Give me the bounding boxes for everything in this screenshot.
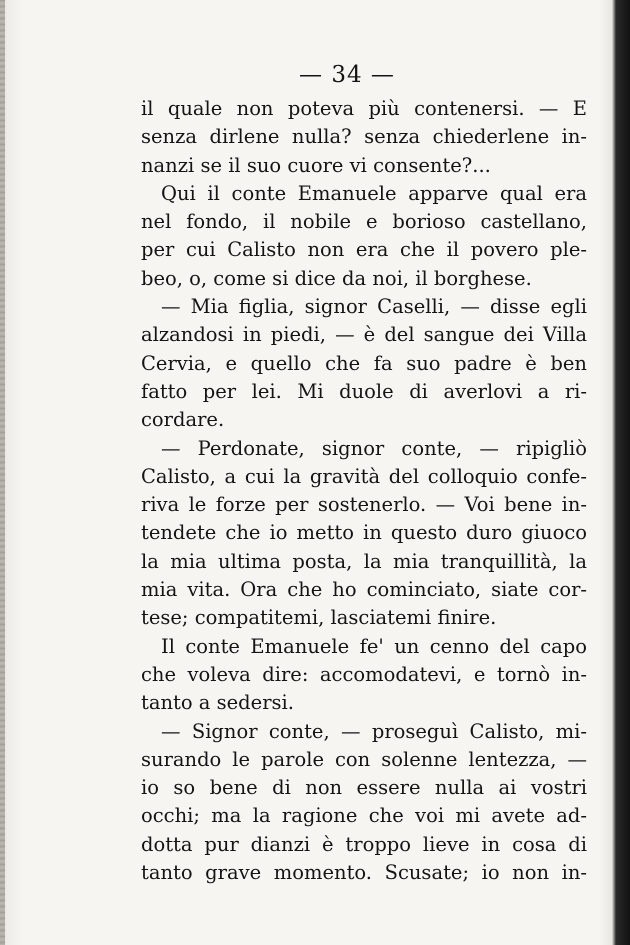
text-line: la mia ultima posta, la mia tranquillità, la [141,549,587,573]
text-line: alzandosi in piedi, — è del sangue dei Villa [141,323,587,347]
text-line: mia vita. Ora che ho cominciato, siate cor- [141,578,587,602]
text-line: tendete che io metto in questo duro giuoco [141,521,587,545]
text-line: riva le forze per sostenerlo. — Voi bene in- [141,493,587,517]
text-line: — Mia figlia, signor Caselli, — disse egli [161,295,587,319]
text-line: tese; compatitemi, lasciatemi finire. [141,606,497,630]
text-line: il quale non poteva più contenersi. — E [141,97,587,120]
text-line: dotta pur dianzi è troppo lieve in cosa di [141,832,587,856]
text-line: che voleva dire: accomodatevi, e tornò in- [141,662,587,686]
body-text [141,95,587,887]
text-line: — Signor conte, — proseguì Calisto, mi- [161,719,587,743]
text-line: nel fondo, il nobile e borioso castellano, [141,210,587,234]
text-line: surando le parole con solenne lentezza, — [141,747,587,771]
text-line: occhi; ma la ragione che voi mi avete ad- [141,804,587,828]
text-line: — Perdonate, signor conte, — ripigliò [161,436,587,460]
text-line: per cui Calisto non era che il povero ple- [141,238,587,262]
text-line: tanto grave momento. Scusate; io non in- [141,861,587,885]
page-gutter [0,0,5,945]
text-line: fatto per lei. Mi duole di averlovi a ri- [141,379,587,403]
text-line: io so bene di non essere nulla ai vostri [141,776,587,800]
text-line: tanto a sedersi. [141,691,294,715]
text-line: nanzi se il suo cuore vi consente?... [141,153,491,177]
page-number: — 34 — [299,62,395,88]
text-line: Calisto, a cui la gravità del colloquio confe- [141,464,587,488]
text-line: senza dirlene nulla? senza chiederlene in- [141,125,587,149]
text-line: cordare. [141,408,225,432]
text-line: Il conte Emanuele fe' un cenno del capo [161,634,587,658]
text-line: Cervia, e quello che fa suo padre è ben [141,351,587,375]
text-line: Qui il conte Emanuele apparve qual era [161,181,587,205]
text-line: beo, o, come si dice da noi, il borghese. [141,266,532,290]
